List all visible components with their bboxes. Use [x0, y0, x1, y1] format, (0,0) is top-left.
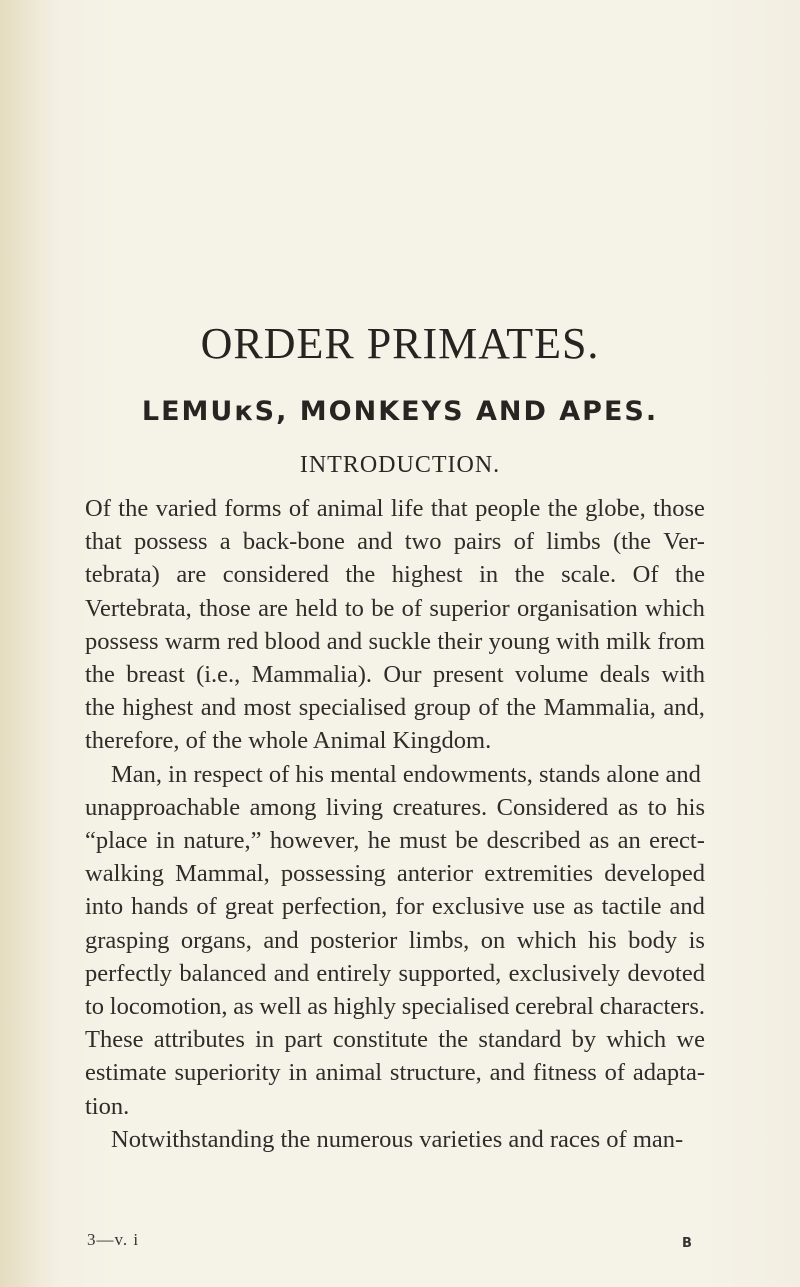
word: and: [263, 926, 299, 954]
word: anterior: [396, 860, 474, 888]
word: the: [438, 1026, 469, 1054]
word: Ver-: [663, 528, 705, 556]
word: tactile: [601, 893, 662, 921]
word: with: [661, 661, 705, 689]
word: and: [489, 1059, 525, 1087]
word: a: [219, 528, 231, 556]
word: people: [475, 495, 541, 522]
word: among: [249, 793, 317, 821]
word: and: [669, 893, 705, 921]
word: the: [85, 661, 115, 689]
word: the: [506, 694, 537, 722]
word: the: [85, 694, 115, 722]
word: however,: [269, 827, 360, 855]
word: breast: [126, 661, 185, 689]
word: as: [573, 893, 594, 921]
word: highly: [333, 993, 397, 1021]
word: and: [326, 627, 363, 655]
word: adapta-: [632, 1059, 705, 1087]
word: are: [258, 594, 289, 622]
word: that: [85, 528, 122, 556]
word: developed: [604, 860, 705, 888]
text-line: therefore, of the whole Animal Kingdom.: [85, 727, 492, 755]
word: organisation: [517, 594, 638, 622]
word: which: [606, 1026, 667, 1054]
word: structure,: [389, 1059, 482, 1087]
word: use: [532, 893, 566, 921]
signature-mark: 3—v. i: [87, 1230, 140, 1249]
word: (the: [612, 528, 652, 556]
body-text: [85, 492, 705, 1156]
word: from: [657, 627, 705, 655]
text-line: [85, 824, 705, 857]
word: an: [617, 827, 641, 855]
word: highest: [391, 561, 463, 589]
word: superior: [429, 594, 510, 622]
word: as: [617, 793, 639, 821]
word: possess: [133, 528, 208, 556]
word: forms: [224, 495, 282, 522]
word: those: [199, 594, 251, 622]
word: is: [688, 926, 705, 954]
text-line: [85, 791, 705, 824]
text-line: [85, 890, 705, 923]
word: scale.: [561, 561, 617, 589]
word: in: [288, 1059, 308, 1087]
word: young: [488, 627, 550, 655]
word: body: [628, 926, 678, 954]
word: deals: [599, 661, 651, 689]
word: exclusively: [508, 959, 621, 987]
word: as: [588, 827, 610, 855]
word: in: [479, 561, 499, 589]
word: creatures.: [392, 793, 488, 821]
word: well: [259, 993, 302, 1021]
word: limbs,: [408, 926, 470, 954]
word: erect-: [649, 827, 705, 855]
word: as: [233, 993, 254, 1021]
text-line: Notwithstanding the numerous varieties and races of man-: [111, 1125, 684, 1153]
word: for: [395, 893, 424, 921]
word: his: [588, 926, 617, 954]
section-heading: INTRODUCTION.: [299, 452, 501, 478]
word: possess: [85, 627, 159, 655]
word: in: [155, 827, 175, 855]
word: red: [226, 627, 259, 655]
word: and,: [663, 694, 705, 722]
word: of: [604, 1059, 626, 1087]
word: considered: [222, 561, 329, 589]
word: superiority: [174, 1059, 281, 1087]
signature-letter: B: [682, 1236, 692, 1251]
word: milk: [606, 627, 651, 655]
word: great: [224, 893, 274, 921]
word: animal: [315, 1059, 383, 1087]
word: we: [676, 1026, 705, 1054]
word: exclusive: [431, 893, 525, 921]
word: walking: [85, 860, 164, 888]
word: his: [676, 793, 705, 821]
text-line: [85, 857, 705, 890]
word: must: [399, 827, 447, 855]
text-line: [85, 525, 705, 558]
word: perfectly: [85, 959, 173, 987]
word: pairs: [453, 528, 502, 556]
word: be: [371, 594, 395, 622]
word: varied: [155, 495, 217, 522]
word: devoted: [627, 959, 705, 987]
word: volume: [514, 661, 589, 689]
word: the: [547, 495, 578, 522]
word: the: [675, 561, 705, 589]
text-line: Man, in respect of his mental endowments, stands alone and: [111, 760, 701, 788]
word: Of: [632, 561, 659, 589]
word: specialised: [401, 993, 510, 1021]
word: and: [273, 959, 310, 987]
word: suckle: [368, 627, 432, 655]
word: hands: [131, 893, 189, 921]
word: which: [645, 594, 705, 622]
word: extremities: [484, 860, 594, 888]
word: to: [85, 993, 105, 1021]
page-subtitle: LEMUкS, MONKEYS AND APES.: [141, 396, 659, 427]
word: balanced: [179, 959, 267, 987]
word: living: [325, 793, 384, 821]
word: be: [455, 827, 479, 855]
text-line: [85, 492, 705, 525]
text-line: [85, 558, 705, 591]
word: specialised: [298, 694, 407, 722]
word: are: [176, 561, 207, 589]
word: two: [404, 528, 442, 556]
word: back-bone: [242, 528, 345, 556]
word: Mammal,: [175, 860, 270, 888]
word: the: [345, 561, 376, 589]
word: group: [413, 694, 471, 722]
word: Of: [85, 495, 111, 522]
word: highest: [122, 694, 194, 722]
word: tebrata): [85, 561, 160, 589]
word: and: [200, 694, 237, 722]
word: of: [401, 594, 423, 622]
word: of: [196, 893, 217, 921]
word: fitness: [532, 1059, 597, 1087]
word: and: [357, 528, 393, 556]
text-line: [85, 1056, 705, 1089]
word: with: [556, 627, 600, 655]
word: present: [432, 661, 504, 689]
word: standard: [478, 1026, 562, 1054]
word: by: [571, 1026, 597, 1054]
word: constitute: [332, 1026, 428, 1054]
word: Vertebrata,: [85, 594, 192, 622]
text-line: [85, 658, 705, 691]
word: life: [390, 495, 424, 522]
word: Our: [383, 661, 422, 689]
text-line: [85, 924, 705, 957]
word: of: [513, 528, 534, 556]
word: he: [367, 827, 391, 855]
word: to: [344, 594, 364, 622]
word: organs,: [180, 926, 252, 954]
word: estimate: [85, 1059, 167, 1087]
text-line: [85, 691, 705, 724]
word: on: [480, 926, 506, 954]
word: nature,”: [183, 827, 262, 855]
word: of: [288, 495, 310, 522]
word: described: [486, 827, 581, 855]
word: Mammalia,: [543, 694, 656, 722]
word: which: [516, 926, 577, 954]
word: the: [118, 495, 149, 522]
word: characters.: [599, 993, 705, 1021]
word: animal: [316, 495, 384, 522]
word: most: [243, 694, 292, 722]
word: Considered: [496, 793, 609, 821]
word: warm: [164, 627, 221, 655]
word: held: [295, 594, 338, 622]
text-line: [85, 625, 705, 658]
word: limbs: [546, 528, 601, 556]
word: that: [430, 495, 468, 522]
text-line: [85, 1023, 705, 1056]
word: possessing: [280, 860, 386, 888]
word: grasping: [85, 926, 170, 954]
page-title: ORDER PRIMATES.: [200, 319, 600, 368]
word: Mammalia).: [251, 661, 373, 689]
word: their: [437, 627, 483, 655]
text-line: [85, 592, 705, 625]
page-gutter-shading: [0, 0, 60, 1287]
word: locomotion,: [109, 993, 228, 1021]
word: the: [514, 561, 545, 589]
word: (i.e.,: [196, 661, 241, 689]
word: of: [478, 694, 499, 722]
word: in: [255, 1026, 275, 1054]
word: part: [284, 1026, 323, 1054]
word: unapproachable: [85, 793, 241, 821]
word: those: [653, 495, 705, 522]
word: attributes: [153, 1026, 245, 1054]
word: perfection,: [281, 893, 388, 921]
word: cerebral: [514, 993, 594, 1021]
text-line: [85, 990, 705, 1023]
word: as: [307, 993, 328, 1021]
text-line: tion.: [85, 1092, 130, 1120]
word: “place: [85, 827, 148, 855]
word: supported,: [398, 959, 502, 987]
word: globe,: [585, 495, 646, 522]
word: entirely: [316, 959, 392, 987]
word: into: [85, 893, 124, 921]
word: These: [85, 1026, 144, 1054]
word: posterior: [310, 926, 398, 954]
text-line: [85, 957, 705, 990]
word: to: [647, 793, 667, 821]
word: blood: [264, 627, 321, 655]
